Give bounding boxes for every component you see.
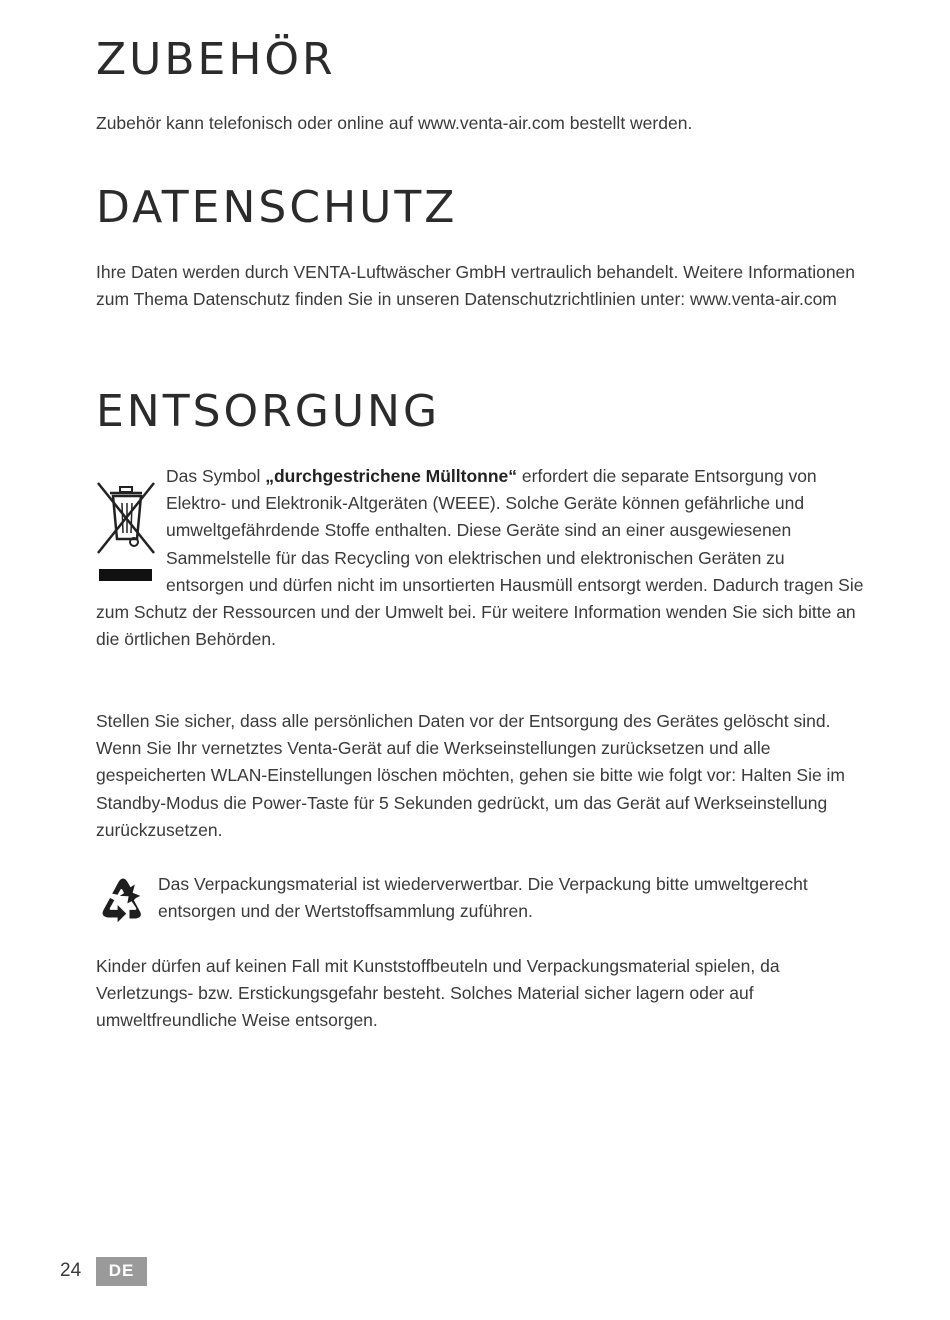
crossed-out-wheelie-bin-icon [96,479,156,589]
data-deletion-text: Stellen Sie sicher, dass alle persönlichen Daten vor der Entsorgung des Gerätes gelöscht sind. Wenn Sie Ihr vernetztes Venta-Gerät auf die Werkseinstellungen zurücksetzen und alle gespeicherten WLAN-Einstellungen löschen möchten, gehen sie bitte wie folgt vor: Halten Sie im Standby-Modus die Power-Taste für 5 Sekunden gedrückt, um das Gerät auf Werkseinstellung zurückzusetzen. [96,711,846,840]
children-warning-text: Kinder dürfen auf keinen Fall mit Kunststoffbeuteln und Verpackungsmaterial spielen, da Verletzungs- bzw. Erstickungsgefahr besteht. Solches Material sicher lagern oder auf umweltfreundliche Weise entsorgen. [96,956,780,1031]
packaging-text: Das Verpackungsmaterial ist wiederverwertbar. Die Verpackung bitte umweltgerecht entsorgen und der Wertstoffsammlung zuführen. [158,874,808,922]
language-badge: DE [96,1257,147,1286]
section-title-datenschutz: DATENSCHUTZ [96,182,458,233]
recycling-symbol-icon [96,871,150,925]
weee-text-rest: erfordert die separate Entsorgung von Elektro- und Elektronik-Altgeräten (WEEE). Solche Geräte können gefährliche und umweltgefährdende Stoffe enthalten. Diese Geräte sind an einer ausgewiesenen Sammelstelle für das Recycling von elektrischen und elektronischen Geräten zu entsorgen und dürfen nicht im unsortierten Hausmüll entsorgt werden. Dadurch tragen Sie zum Schutz der Ressourcen und der Umwelt bei. Für weitere Information wenden Sie sich bitte an die örtlichen Behörden. [96,466,864,650]
page-footer [60,1256,147,1286]
weee-text [96,463,866,653]
section-title-entsorgung: ENTSORGUNG [96,386,441,437]
section-title-zubehoer: ZUBEHÖR [96,34,336,85]
weee-text-intro: Das Symbol [166,466,266,486]
weee-paragraph-block [96,463,866,653]
packaging-paragraph-block [96,871,866,925]
zubehoer-text: Zubehör kann telefonisch oder online auf www.venta-air.com bestellt werden. [96,113,693,133]
datenschutz-text: Ihre Daten werden durch VENTA-Luftwäscher GmbH vertraulich behandelt. Weitere Informationen zum Thema Datenschutz finden Sie in unseren Datenschutzrichtlinien unter: www.venta-air.com [96,262,856,310]
page-number: 24 [60,1260,82,1281]
weee-text-bold: „durchgestrichene Mülltonne“ [265,466,518,486]
